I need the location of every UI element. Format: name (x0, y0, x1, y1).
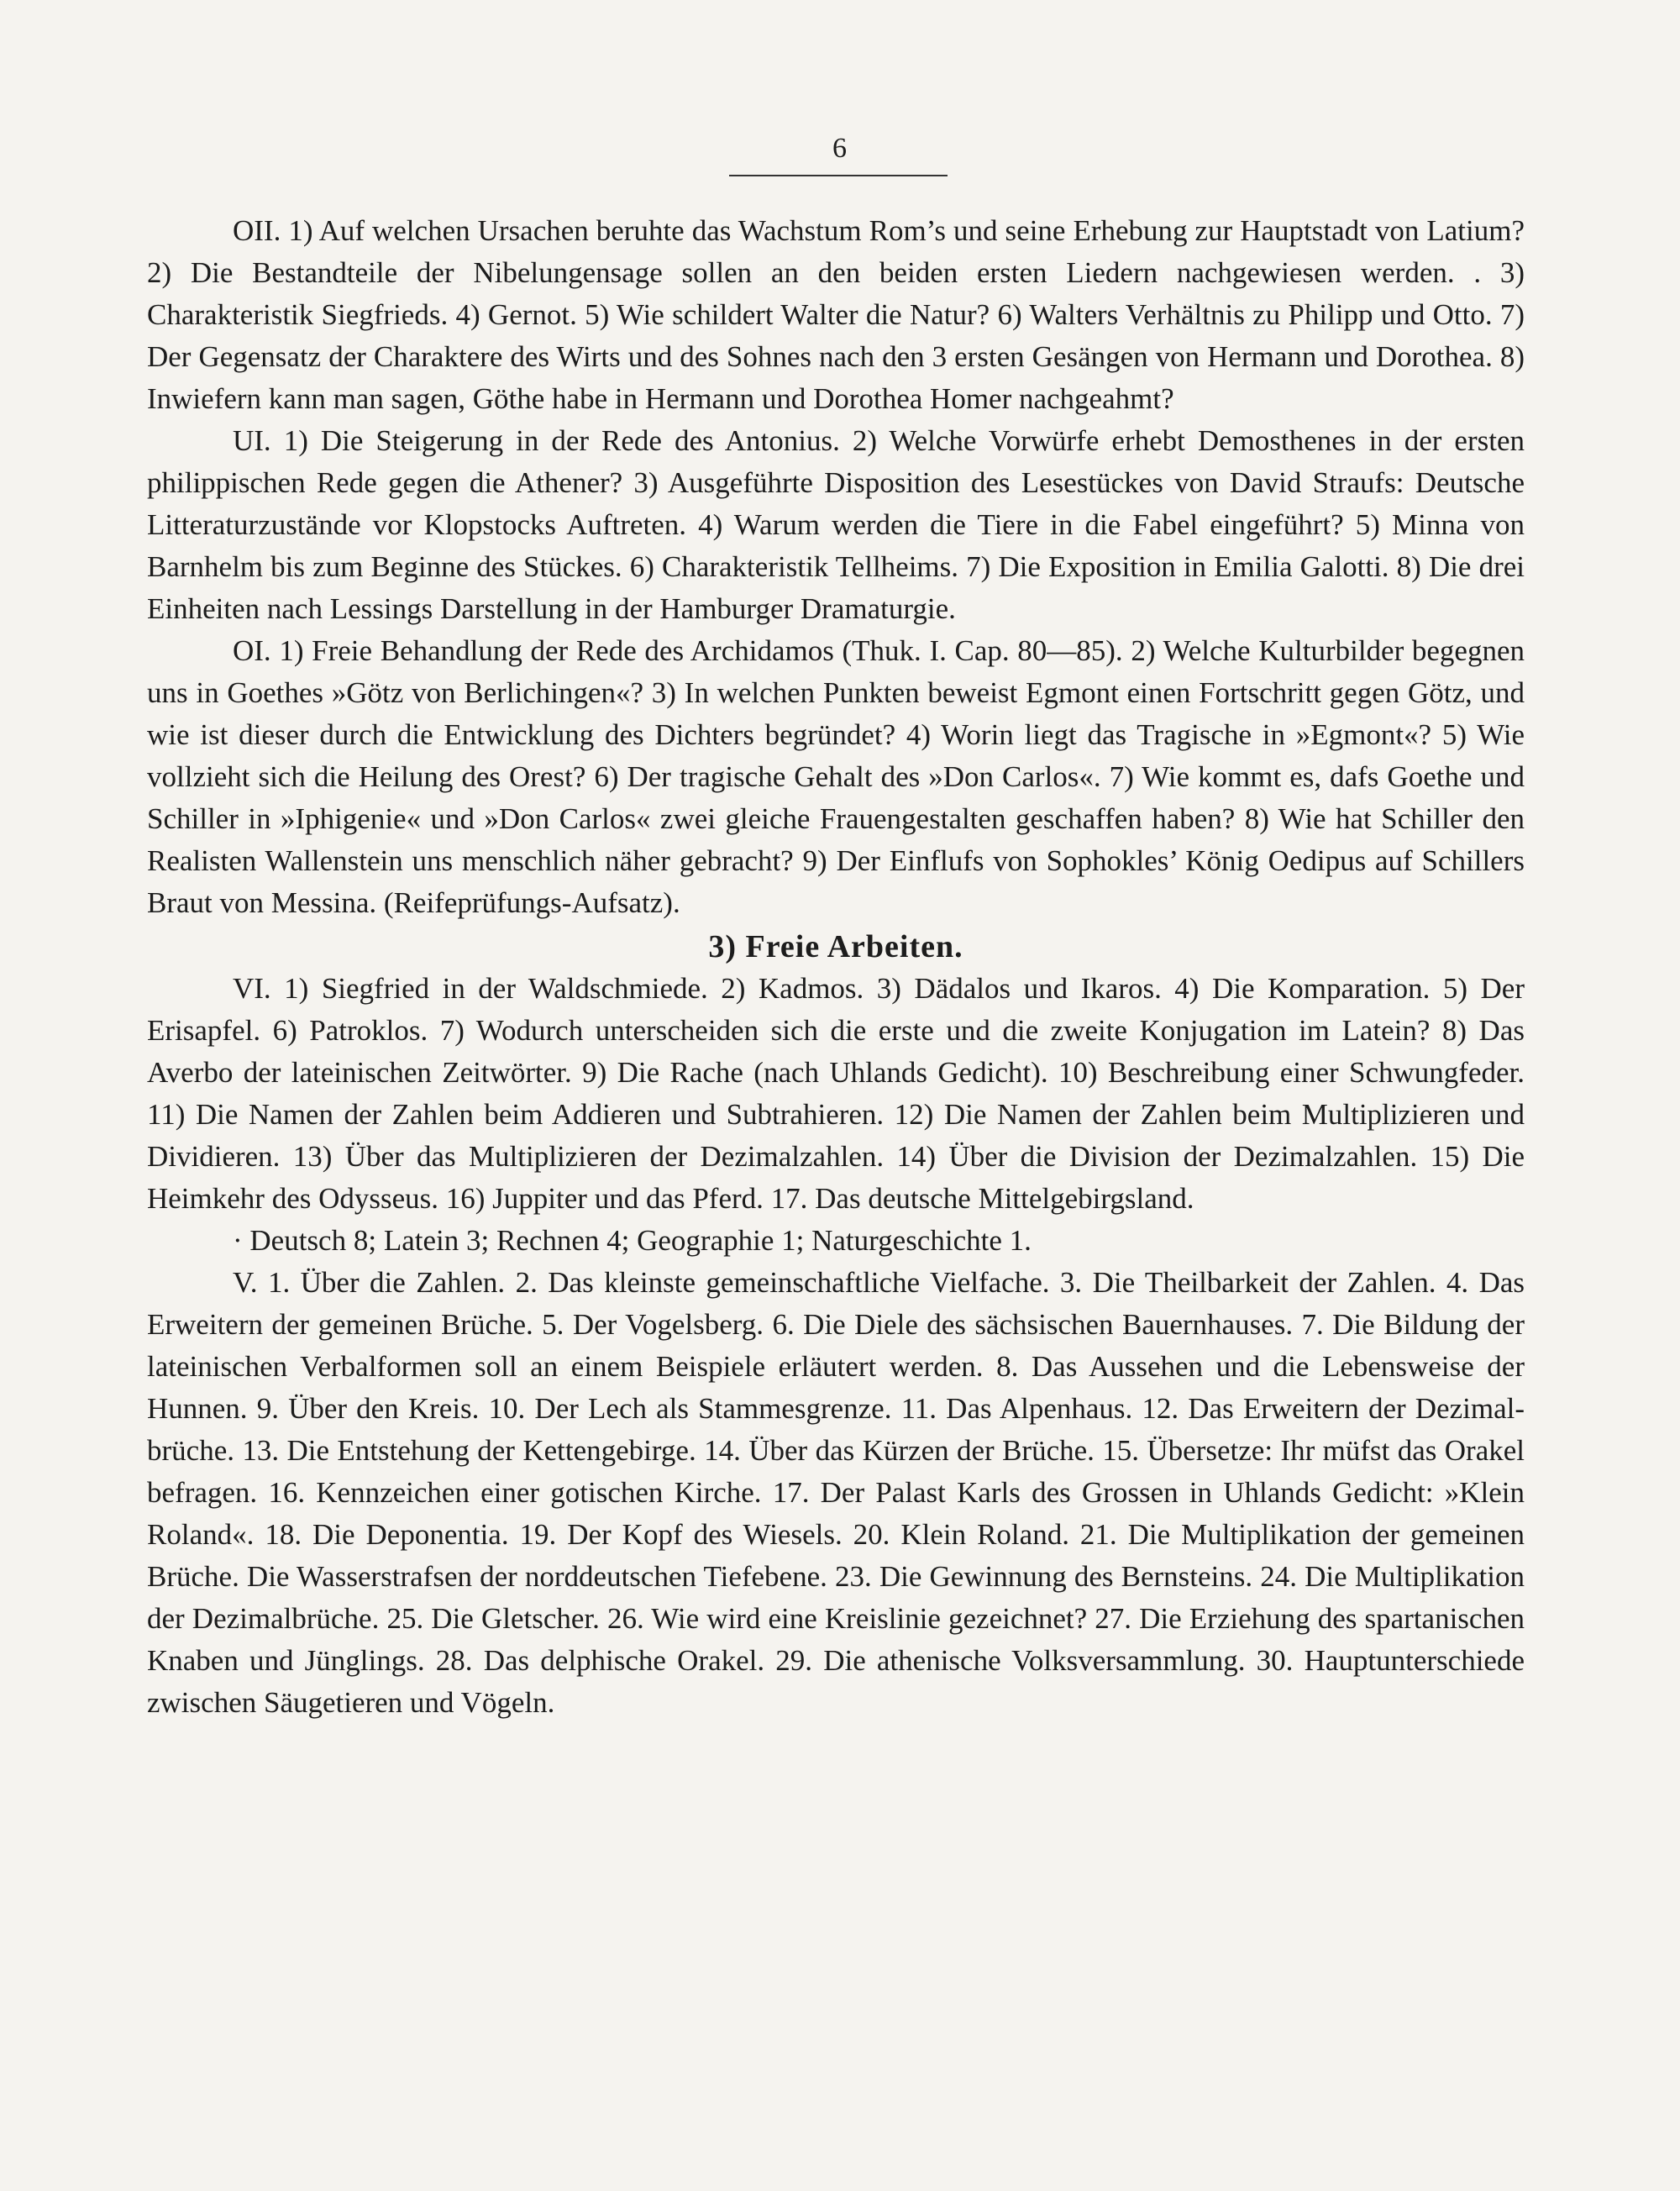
paragraph-v: V. 1. Über die Zahlen. 2. Das kleinste gemeinschaftliche Vielfache. 3. Die Theilbarkeit der Zahlen. 4. Das Erweitern der gemeinen Brüche. 5. Der Vogelsberg. 6. Die Diele des sächsischen Bauernhauses. 7. Die Bildung der lateinischen Verbalformen soll an einem Beispiele erläutert werden. 8. Das Aussehen und die Lebensweise der Hunnen. 9. Über den Kreis. 10. Der Lech als Stammesgrenze. 11. Das Alpenhaus. 12. Das Erweitern der Dezimalbrüche. 13. Die Entstehung der Kettengebirge. 14. Über das Kürzen der Brüche. 15. Übersetze: Ihr müfst das Orakel befragen. 16. Kennzeichen einer gotischen Kirche. 17. Der Palast Karls des Grossen in Uhlands Gedicht: »Klein Roland«. 18. Die Deponentia. 19. Der Kopf des Wiesels. 20. Klein Roland. 21. Die Multiplikation der gemeinen Brüche. Die Wasserstrafsen der norddeutschen Tiefebene. 23. Die Gewinnung des Bernsteins. 24. Die Multiplikation der Dezimalbrüche. 25. Die Gletscher. 26. Wie wird eine Kreislinie gezeichnet? 27. Die Erziehung des spartanischen Knaben und Jünglings. 28. Das delphische Orakel. 29. Die athenische Volksversammlung. 30. Hauptunterschiede zwischen Säugetieren und Vögeln. (147, 1266, 1525, 1719)
paragraph-oii: OII. 1) Auf welchen Ursachen beruhte das Wachstum Rom’s und seine Erhebung zur Hauptstadt von Latium? 2) Die Bestandteile der Nibelungensage sollen an den beiden ersten Liedern nachgewiesen werden. . 3) Charakteristik Siegfrieds. 4) Gernot. 5) Wie schildert Walter die Natur? 6) Walters Verhältnis zu Philipp und Otto. 7) Der Gegensatz der Charaktere des Wirts und des Sohnes nach den 3 ersten Gesängen von Hermann und Dorothea. 8) Inwiefern kann man sagen, Göthe habe in Hermann und Dorothea Homer nachgeahmt? (147, 214, 1525, 415)
paragraph-counts: · Deutsch 8; Latein 3; Rechnen 4; Geographie 1; Naturgeschichte 1. (233, 1224, 1032, 1257)
paragraph-oi: OI. 1) Freie Behandlung der Rede des Archidamos (Thuk. I. Cap. 80—85). 2) Welche Kulturbilder begegnen uns in Goethes »Götz von Berlichingen«? 3) In welchen Punkten beweist Egmont einen Fortschritt gegen Götz, und wie ist dieser durch die Entwicklung des Dichters begründet? 4) Worin liegt das Tragische in »Egmont«? 5) Wie vollzieht sich die Heilung des Orest? 6) Der tragische Gehalt des »Don Carlos«. 7) Wie kommt es, dafs Goethe und Schiller in »Iphigenie« und »Don Carlos« zwei gleiche Frauengestalten geschaffen haben? 8) Wie hat Schiller den Realisten Wallenstein uns menschlich näher gebracht? 9) Der Einflufs von Sophokles’ König Oedipus auf Schillers Braut von Messina. (Reifeprüfungs-Aufsatz). (147, 634, 1525, 919)
body-text (147, 210, 1525, 1724)
paragraph-vi: VI. 1) Siegfried in der Waldschmiede. 2) Kadmos. 3) Dädalos und Ikaros. 4) Die Komparation. 5) Der Erisapfel. 6) Patroklos. 7) Wodurch unterscheiden sich die erste und die zweite Konjugation im Latein? 8) Das Averbo der lateinischen Zeitwörter. 9) Die Rache (nach Uhlands Gedicht). 10) Beschreibung einer Schwungfeder. 11) Die Namen der Zahlen beim Addieren und Subtrahieren. 12) Die Namen der Zahlen beim Multiplizieren und Dividieren. 13) Über das Multiplizieren der Dezimalzahlen. 14) Über die Division der Dezimalzahlen. 15) Die Heimkehr des Odysseus. 16) Juppiter und das Pferd. 17. Das deutsche Mittelgebirgsland. (147, 972, 1525, 1215)
header-rule (729, 175, 948, 176)
section-heading: 3) Freie Arbeiten. (708, 929, 963, 964)
page-number: 6 (832, 133, 848, 164)
paragraph-ui: UI. 1) Die Steigerung in der Rede des Antonius. 2) Welche Vorwürfe erhebt Demosthenes in der ersten philippischen Rede gegen die Athener? 3) Ausgeführte Disposition des Lesestückes von David Straufs: Deutsche Litteraturzustände vor Klopstocks Auftreten. 4) Warum werden die Tiere in die Fabel eingeführt? 5) Minna von Barnhelm bis zum Beginne des Stückes. 6) Charakteristik Tellheims. 7) Die Exposition in Emilia Galotti. 8) Die drei Einheiten nach Lessings Darstellung in der Hamburger Dramaturgie. (147, 424, 1525, 625)
